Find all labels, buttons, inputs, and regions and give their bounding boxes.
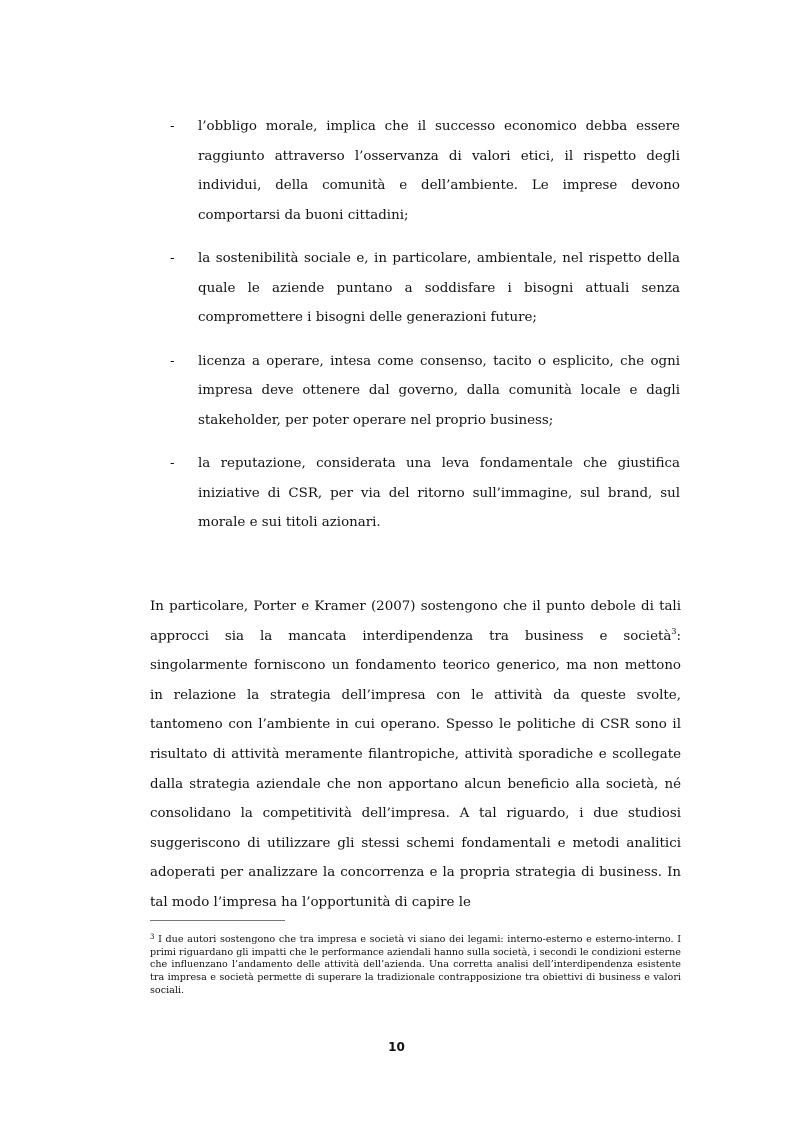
bullet-list (170, 112, 680, 552)
footnote-text: I due autori sostengono che tra impresa e società vi siano dei legami: interno-esterno e esterno-interno. I primi riguardano gli impatti che le performance aziendali hanno sulla società, i secondi le condizioni esterne che influenzano l’andamento delle attività dell’azienda. Una corretta analisi dell’interdipendenza esistente tra impresa e società permette di superare la tradizionale contrapposizione tra obiettivi di business e valori sociali. (150, 934, 681, 996)
bullet-text: l’obbligo morale, implica che il successo economico debba essere raggiunto attraverso l’osservanza di valori etici, il rispetto degli individui, della comunità e dell’ambiente. Le imprese devono comportarsi da buoni cittadini; (198, 119, 680, 223)
footnote-separator (150, 920, 285, 921)
bullet-marker: - (170, 251, 175, 266)
bullet-text: la sostenibilità sociale e, in particolare, ambientale, nel rispetto della quale le aziende puntano a soddisfare i bisogni attuali senza compromettere i bisogni delle generazioni future; (198, 251, 680, 325)
bullet-text: licenza a operare, intesa come consenso, tacito o esplicito, che ogni impresa deve ottenere dal governo, dalla comunità locale e dagli stakeholder, per poter operare nel proprio business; (198, 353, 680, 428)
bullet-item (170, 112, 680, 230)
paragraph-text-before: In particolare, Porter e Kramer (2007) sostengono che il punto debole di tali approcci sia la mancata interdipendenza tra business e società (150, 599, 681, 644)
bullet-marker: - (170, 119, 175, 134)
bullet-item (170, 347, 680, 436)
body-paragraph (150, 592, 681, 918)
bullet-item (170, 449, 680, 538)
bullet-marker: - (170, 353, 175, 369)
footnote-reference[interactable]: 3 (671, 626, 677, 636)
page-number: 10 (388, 1040, 405, 1054)
bullet-marker: - (170, 456, 175, 471)
paragraph-text-after: : singolarmente forniscono un fondamento teorico generico, ma non mettono in relazione la strategia dell’impresa con le attività da queste svolte, tantomeno con l’ambiente in cui operano. Spesso le politiche di CSR sono il risultato di attività meramente filantropiche, attività sporadiche e scollegate dalla strategia aziendale che non apportano alcun beneficio alla società, né consolidano la competitività dell’impresa. A tal riguardo, i due studiosi suggeriscono di utilizzare gli stessi schemi fondamentali e metodi analitici adoperati per analizzare la concorrenza e la propria strategia di business. In tal modo l’impresa ha l’opportunità di capire le (150, 628, 681, 910)
footnote (150, 934, 681, 998)
bullet-text: la reputazione, considerata una leva fondamentale che giustifica iniziative di CSR, per via del ritorno sull’immagine, sul brand, sul morale e sui titoli azionari. (198, 456, 680, 530)
bullet-item (170, 244, 680, 333)
footnote-number: 3 (150, 933, 155, 941)
